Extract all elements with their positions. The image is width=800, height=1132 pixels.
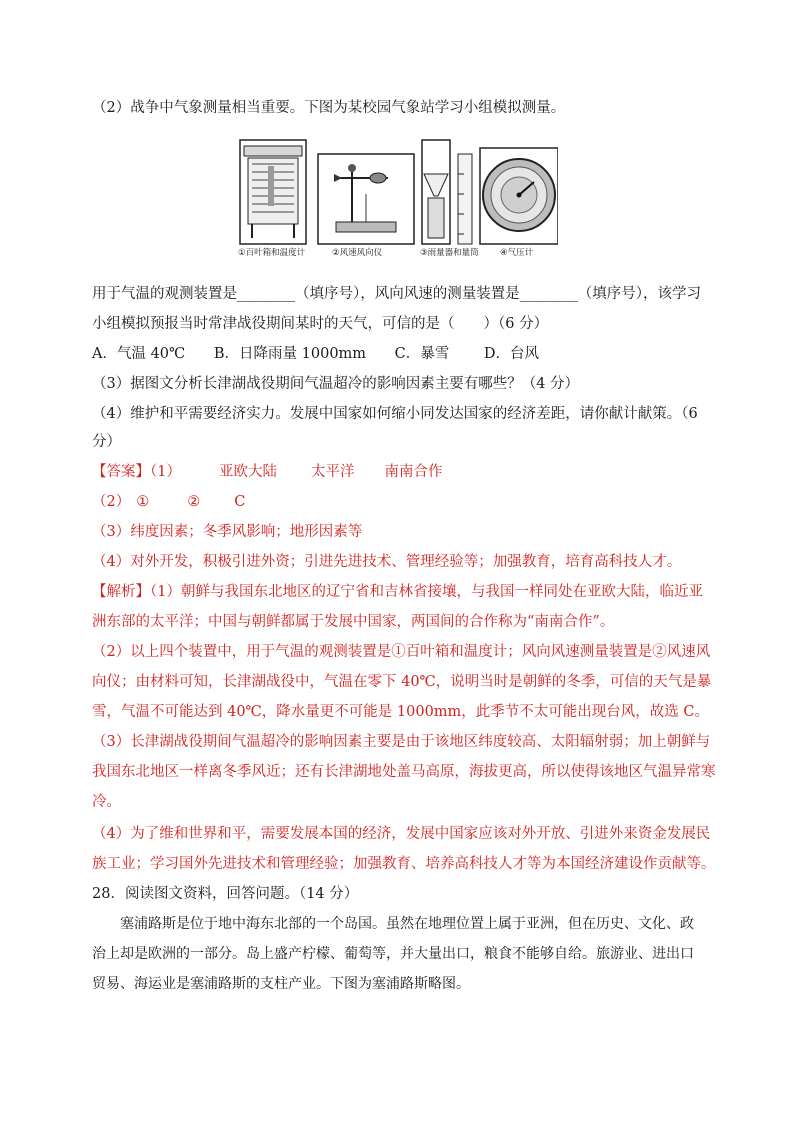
barometer-illustration — [480, 148, 558, 244]
answer-1-item-3: 南南合作 — [384, 464, 443, 480]
answer-2-item-2: ② — [187, 494, 201, 510]
passage-line-2: 治上却是欧洲的一部分。岛上盛产柠檬、葡萄等，并大量出口，粮食不能够自给。旅游业、进出口 — [92, 946, 694, 962]
caption-louver-box: ①百叶箱和温度计 — [238, 248, 306, 258]
analysis-3-line-1: （3）长津湖战役期间气温超冷的影响因素主要是由于该地区纬度较高、太阳辐射弱；加上朝鲜与 — [92, 734, 711, 750]
answer-2-number: （2） — [92, 494, 131, 510]
passage-line-1: 塞浦路斯是位于地中海东北部的一个岛国。虽然在地理位置上属于亚洲，但在历史、文化、政 — [120, 916, 694, 932]
answer-1-item-2: 太平洋 — [310, 464, 355, 480]
answer-2-item-3: C — [234, 494, 246, 510]
weather-instruments-figure — [238, 134, 558, 258]
question-2-line-1: 用于气温的观测装置是________（填序号），风向风速的测量装置是________（填序号），该学习 — [92, 286, 701, 302]
question-4-line-1: （4）维护和平需要经济实力。发展中国家如何缩小同发达国家的经济差距，请你献计献策。（6 — [92, 406, 698, 422]
passage-line-3: 贸易、海运业是塞浦路斯的支柱产业。下图为塞浦路斯略图。 — [92, 976, 470, 992]
option-b: B．日降雨量 1000mm — [213, 346, 367, 362]
answer-tag: 【答案】 — [92, 464, 150, 480]
caption-anemometer: ②风速风向仪 — [332, 248, 383, 258]
analysis-4-line-1: （4）为了维和世界和平，需要发展本国的经济，发展中国家应该对外开放、引进外来资金发展民 — [92, 826, 711, 842]
analysis-2-line-3: 雪，气温不可能达到 40℃，降水量更不可能是 1000mm，此季节不太可能出现台风，故选 C。 — [92, 704, 709, 720]
option-a: A．气温 40℃ — [92, 346, 186, 362]
question-2-intro: （2）战争中气象测量相当重要。下图为某校园气象站学习小组模拟测量。 — [92, 100, 566, 116]
analysis-tag: 【解析】 — [92, 584, 150, 600]
analysis-3-line-2: 我国东北地区一样离冬季风近；还有长津湖地处盖马高原，海拔更高，所以使得该地区气温异常寒 — [92, 764, 716, 780]
option-d: D．台风 — [483, 346, 540, 362]
answer-4: （4）对外开发，积极引进外资；引进先进技术、管理经验等；加强教育，培育高科技人才。 — [92, 554, 682, 570]
analysis-2-line-1: （2）以上四个装置中，用于气温的观测装置是①百叶箱和温度计；风向风速测量装置是②风速风 — [92, 644, 711, 660]
rain-gauge-illustration — [422, 140, 472, 244]
analysis-2-line-2: 向仪；由材料可知，长津湖战役中，气温在零下 40℃，说明当时是朝鲜的冬季，可信的天气是暴 — [92, 674, 712, 690]
analysis-1-line-1 — [92, 582, 703, 602]
analysis-3-line-3: 冷。 — [92, 794, 121, 810]
answer-line-2 — [92, 492, 245, 512]
question-2-line-2: 小组模拟预报当时常津战役期间某时的天气，可信的是（ ）（6 分） — [92, 316, 549, 332]
analysis-1-text: （1）朝鲜与我国东北地区的辽宁省和吉林省接壤，与我国一样同处在亚欧大陆，临近亚 — [150, 584, 703, 600]
option-row — [92, 344, 539, 364]
figure-captions — [238, 246, 558, 260]
caption-barometer: ④气压计 — [500, 248, 534, 258]
answer-1-item-1: 亚欧大陆 — [218, 464, 277, 480]
anemometer-illustration — [318, 154, 414, 244]
answer-2-item-1: ① — [136, 494, 150, 510]
question-3: （3）据图文分析长津湖战役期间气温超冷的影响因素主要有哪些？（4 分） — [92, 376, 580, 392]
louver-box-illustration — [240, 140, 306, 244]
answer-3: （3）纬度因素；冬季风影响；地形因素等 — [92, 524, 363, 540]
question-28-heading: 28．阅读图文资料，回答问题。（14 分） — [92, 886, 359, 902]
analysis-4-line-2: 族工业；学习国外先进技术和管理经验；加强教育、培养高科技人才等为本国经济建设作贡献等。 — [92, 856, 716, 872]
option-c: C．暴雪 — [394, 346, 450, 362]
answer-line-1 — [92, 462, 442, 482]
question-4-line-2: 分） — [92, 434, 121, 450]
answer-1-number: （1） — [150, 464, 181, 480]
caption-rain-gauge: ③雨量器和量筒 — [420, 248, 479, 258]
analysis-1-line-2: 洲东部的太平洋；中国与朝鲜都属于发展中国家，两国间的合作称为“南南合作”。 — [92, 614, 615, 630]
